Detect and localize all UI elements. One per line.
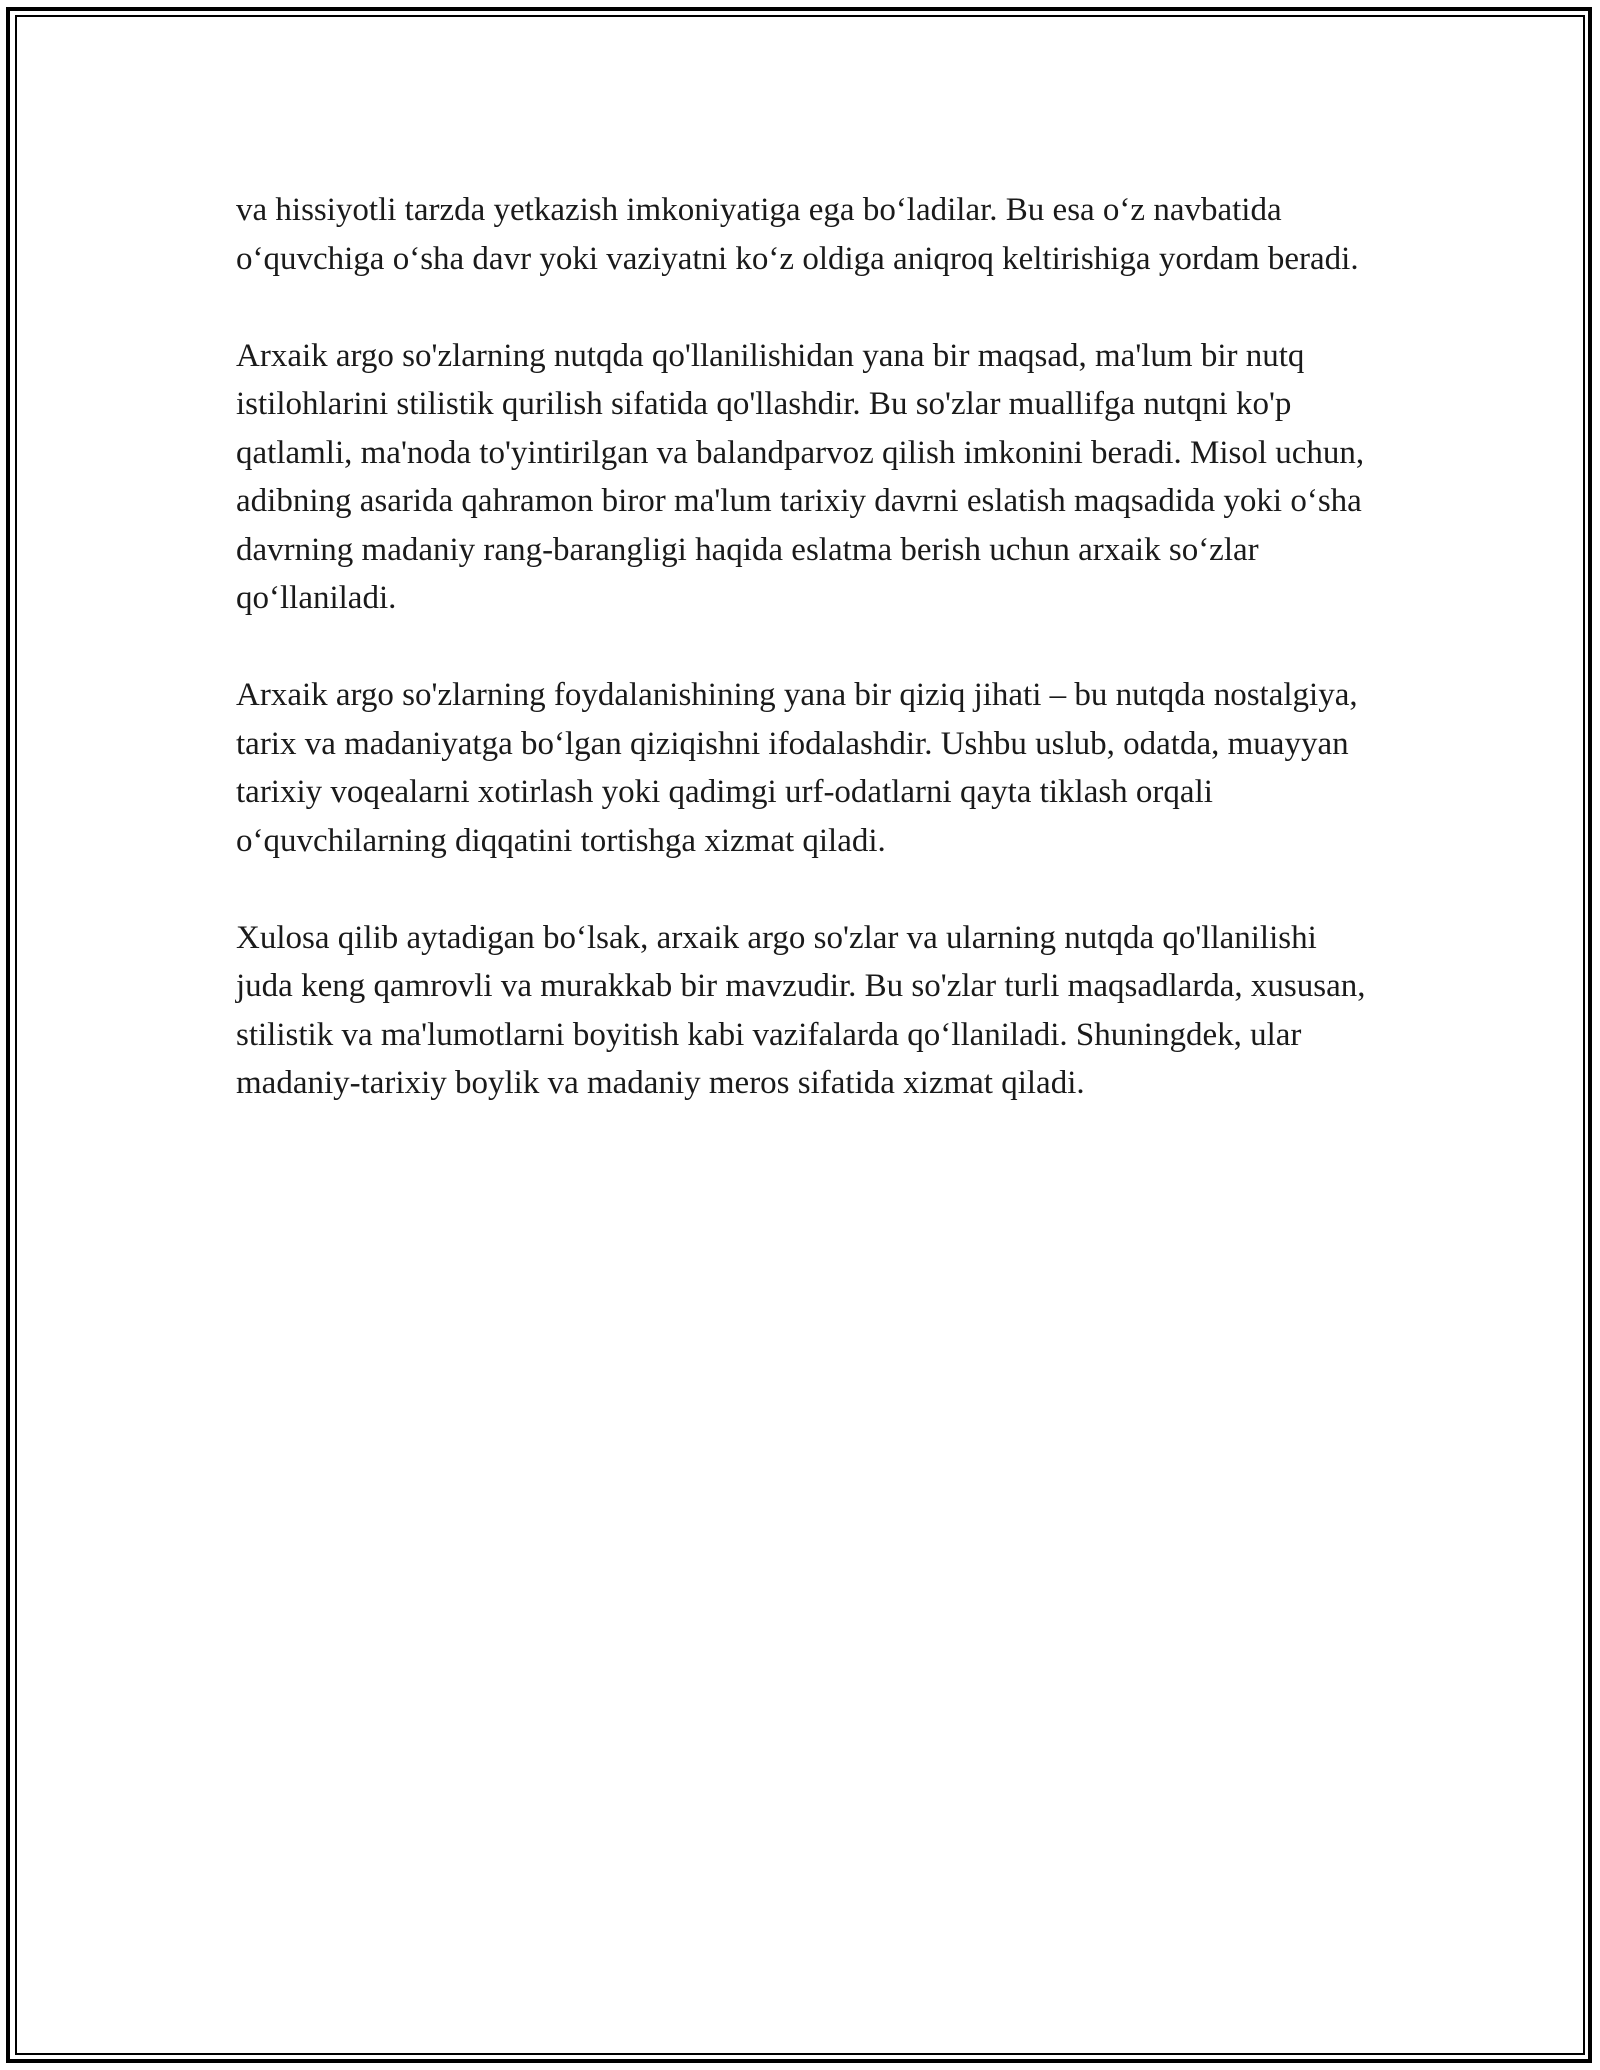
document-body	[236, 186, 1366, 1156]
paragraph-stylistic-purpose: Arxaik argo so'zlarning nutqda qo'llanilishidan yana bir maqsad, ma'lum bir nutq istilohlarini stilistik qurilish sifatida qo'llashdir. Bu so'zlar muallifga nutqni ko'p qatlamli, ma'noda to'yintirilgan va balandparvoz qilish imkonini beradi. Misol uchun, adibning asarida qahramon biror ma'lum tarixiy davrni eslatish maqsadida yoki o‘sha davrning madaniy rang-barangligi haqida eslatma berish uchun arxaik so‘zlar qo‘llaniladi.	[236, 337, 1365, 616]
paragraph-conclusion: Xulosa qilib aytadigan bo‘lsak, arxaik argo so'zlar va ularning nutqda qo'llanilishi juda keng qamrovli va murakkab bir mavzudir. Bu so'zlar turli maqsadlarda, xususan, stilistik va ma'lumotlarni boyitish kabi vazifalarda qo‘llaniladi. Shuningdek, ular madaniy-tarixiy boylik va madaniy meros sifatida xizmat qiladi.	[236, 919, 1366, 1101]
paragraph-continuation: va hissiyotli tarzda yetkazish imkoniyatiga ega bo‘ladilar. Bu esa o‘z navbatida o‘quvchiga o‘sha davr yoki vaziyatni ko‘z oldiga aniqroq keltirishiga yordam beradi.	[236, 192, 1359, 277]
paragraph-nostalgia: Arxaik argo so'zlarning foydalanishining yana bir qiziq jihati – bu nutqda nostalgiya, tarix va madaniyatga bo‘lgan qiziqishni ifodalashdir. Ushbu uslub, odatda, muayyan tarixiy voqealarni xotirlash yoki qadimgi urf-odatlarni qayta tiklash orqali o‘quvchilarning diqqatini tortishga xizmat qiladi.	[236, 677, 1358, 859]
